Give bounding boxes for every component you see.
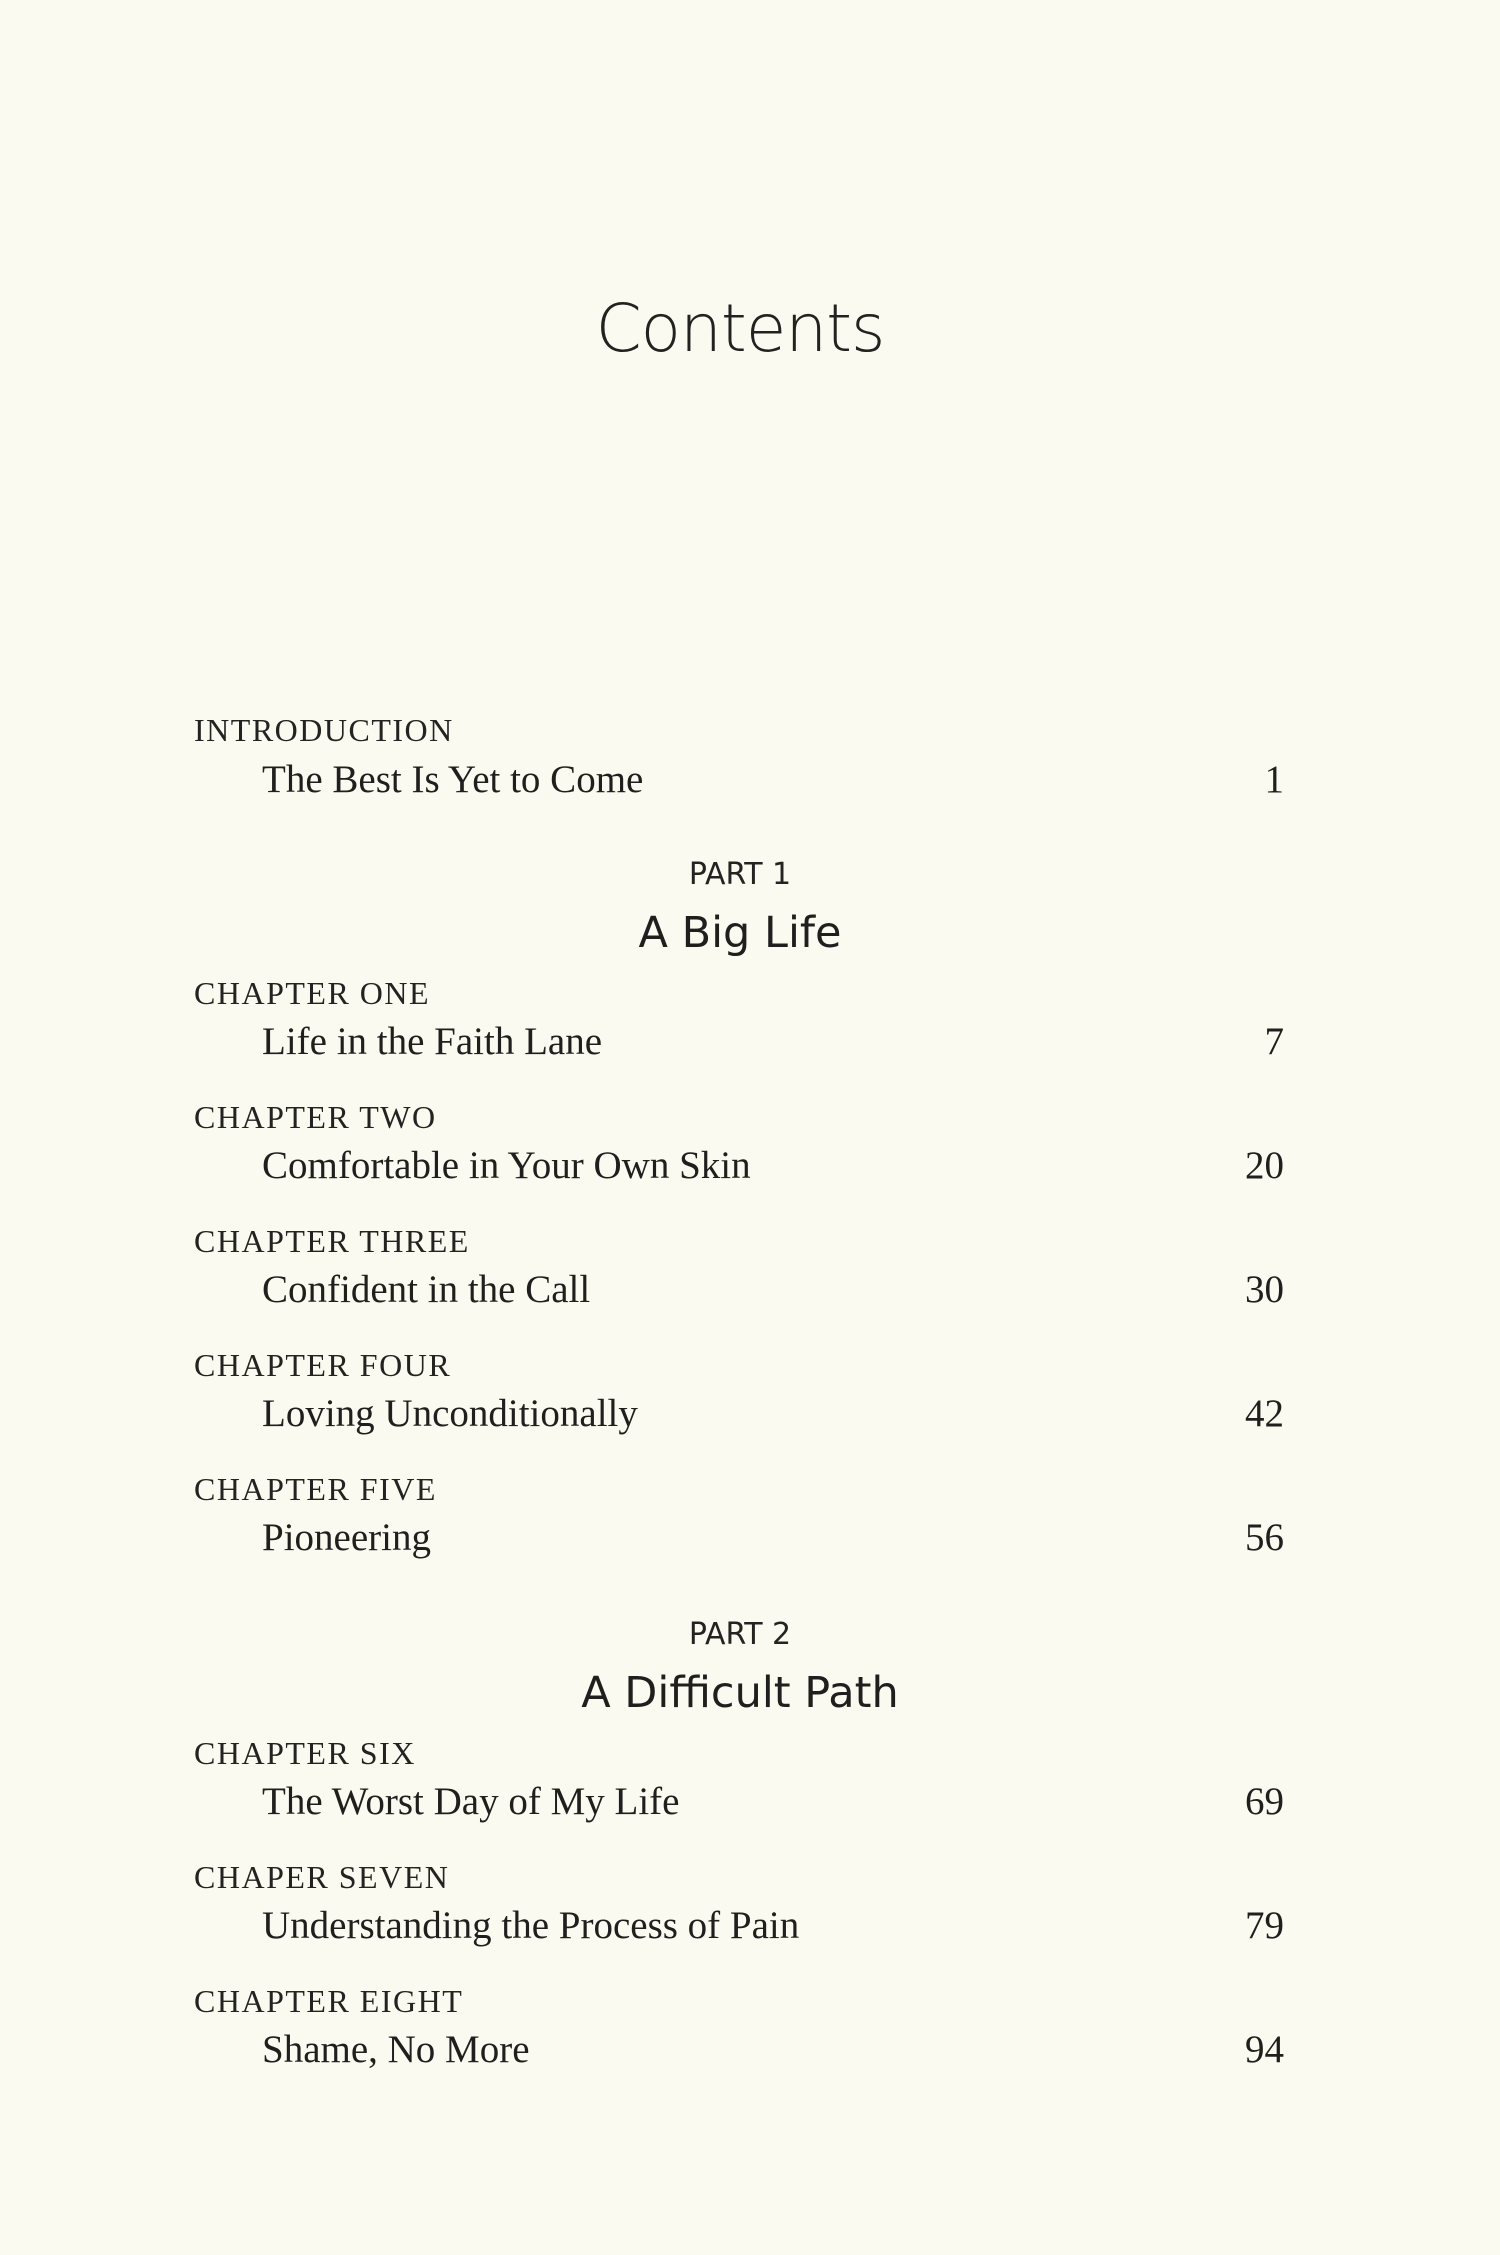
chapter-3-label: CHAPTER THREE — [194, 1223, 470, 1259]
chapter-2-page-number: 20 — [1245, 1144, 1284, 1187]
introduction-label: INTRODUCTION — [194, 712, 454, 748]
chapter-8-page-number: 94 — [1245, 2028, 1284, 2071]
chapter-1-page-number: 7 — [1264, 1020, 1284, 1063]
chapter-3-title: Confident in the Call — [262, 1268, 591, 1311]
chapter-7-page-number: 79 — [1245, 1904, 1284, 1947]
part-1-title: A Big Life — [638, 908, 842, 958]
chapter-4-title: Loving Unconditionally — [262, 1392, 638, 1435]
chapter-5-title: Pioneering — [262, 1516, 431, 1559]
chapter-2-title: Comfortable in Your Own Skin — [262, 1144, 751, 1187]
chapter-4-page-number: 42 — [1245, 1392, 1284, 1435]
chapter-3-page-number: 30 — [1245, 1268, 1284, 1311]
part-2-title: A Difficult Path — [581, 1668, 899, 1718]
chapter-1-label: CHAPTER ONE — [194, 975, 431, 1011]
chapter-7-label: CHAPER SEVEN — [194, 1859, 450, 1895]
chapter-8-title: Shame, No More — [262, 2028, 530, 2071]
chapter-4-label: CHAPTER FOUR — [194, 1347, 452, 1383]
introduction-title: The Best Is Yet to Come — [262, 758, 644, 801]
chapter-5-page-number: 56 — [1245, 1516, 1284, 1559]
part-2-label: PART 2 — [688, 1617, 792, 1652]
chapter-7-title: Understanding the Process of Pain — [262, 1904, 800, 1947]
introduction-page-number: 1 — [1264, 758, 1284, 801]
chapter-2-label: CHAPTER TWO — [194, 1099, 437, 1135]
chapter-6-page-number: 69 — [1245, 1780, 1284, 1823]
chapter-1-title: Life in the Faith Lane — [262, 1020, 603, 1063]
chapter-6-label: CHAPTER SIX — [194, 1735, 416, 1771]
part-1-label: PART 1 — [688, 857, 792, 892]
page-title: Contents — [595, 290, 885, 367]
chapter-8-label: CHAPTER EIGHT — [194, 1983, 464, 2019]
chapter-6-title: The Worst Day of My Life — [262, 1780, 680, 1823]
chapter-5-label: CHAPTER FIVE — [194, 1471, 437, 1507]
